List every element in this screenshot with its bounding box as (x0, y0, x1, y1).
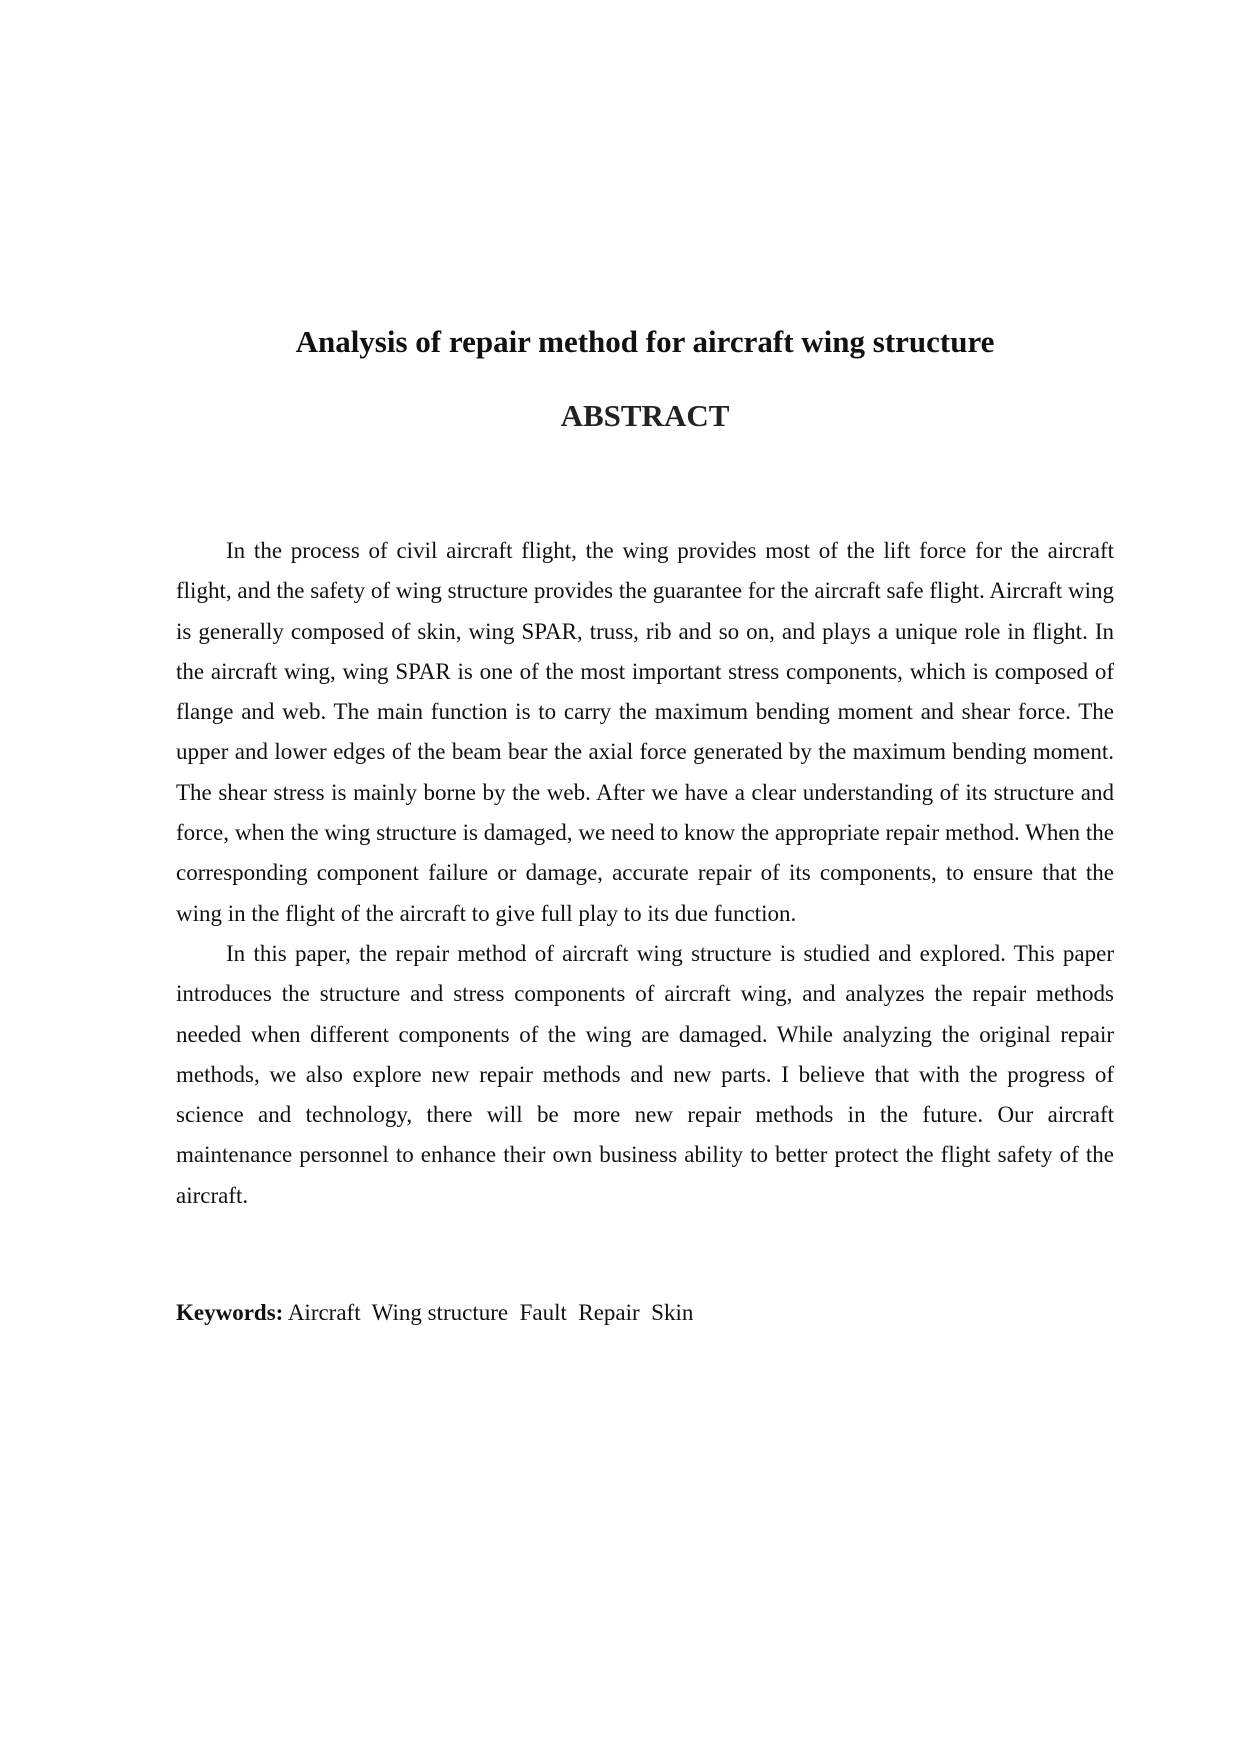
keywords-list: Aircraft Wing structure Fault Repair Skin (287, 1300, 694, 1325)
document-title: Analysis of repair method for aircraft wing structure (295, 324, 995, 359)
abstract-body (176, 531, 1114, 1216)
abstract-paragraph-1: In the process of civil aircraft flight, the wing provides most of the lift force for the aircraft flight, and the safety of wing structure provides the guarantee for the aircraft safe flight. Aircraft wing is generally composed of skin, wing SPAR, truss, rib and so on, and plays a unique role in flight. In the aircraft wing, wing SPAR is one of the most important stress components, which is composed of flange and web. The main function is to carry the maximum bending moment and shear force. The upper and lower edges of the beam bear the axial force generated by the maximum bending moment. The shear stress is mainly borne by the web. After we have a clear understanding of its structure and force, when the wing structure is damaged, we need to know the appropriate repair method. When the corresponding component failure or damage, accurate repair of its components, to ensure that the wing in the flight of the aircraft to give full play to its due function. (176, 538, 1114, 926)
abstract-heading: ABSTRACT (560, 398, 730, 433)
keywords-line (176, 1293, 1114, 1333)
abstract-paragraph-2: In this paper, the repair method of aircraft wing structure is studied and explored. This paper introduces the structure and stress components of aircraft wing, and analyzes the repair methods needed when different components of the wing are damaged. While analyzing the original repair methods, we also explore new repair methods and new parts. I believe that with the progress of science and technology, there will be more new repair methods in the future. Our aircraft maintenance personnel to enhance their own business ability to better protect the flight safety of the aircraft. (176, 940, 1114, 1208)
keywords-label: Keywords: (176, 1300, 284, 1325)
